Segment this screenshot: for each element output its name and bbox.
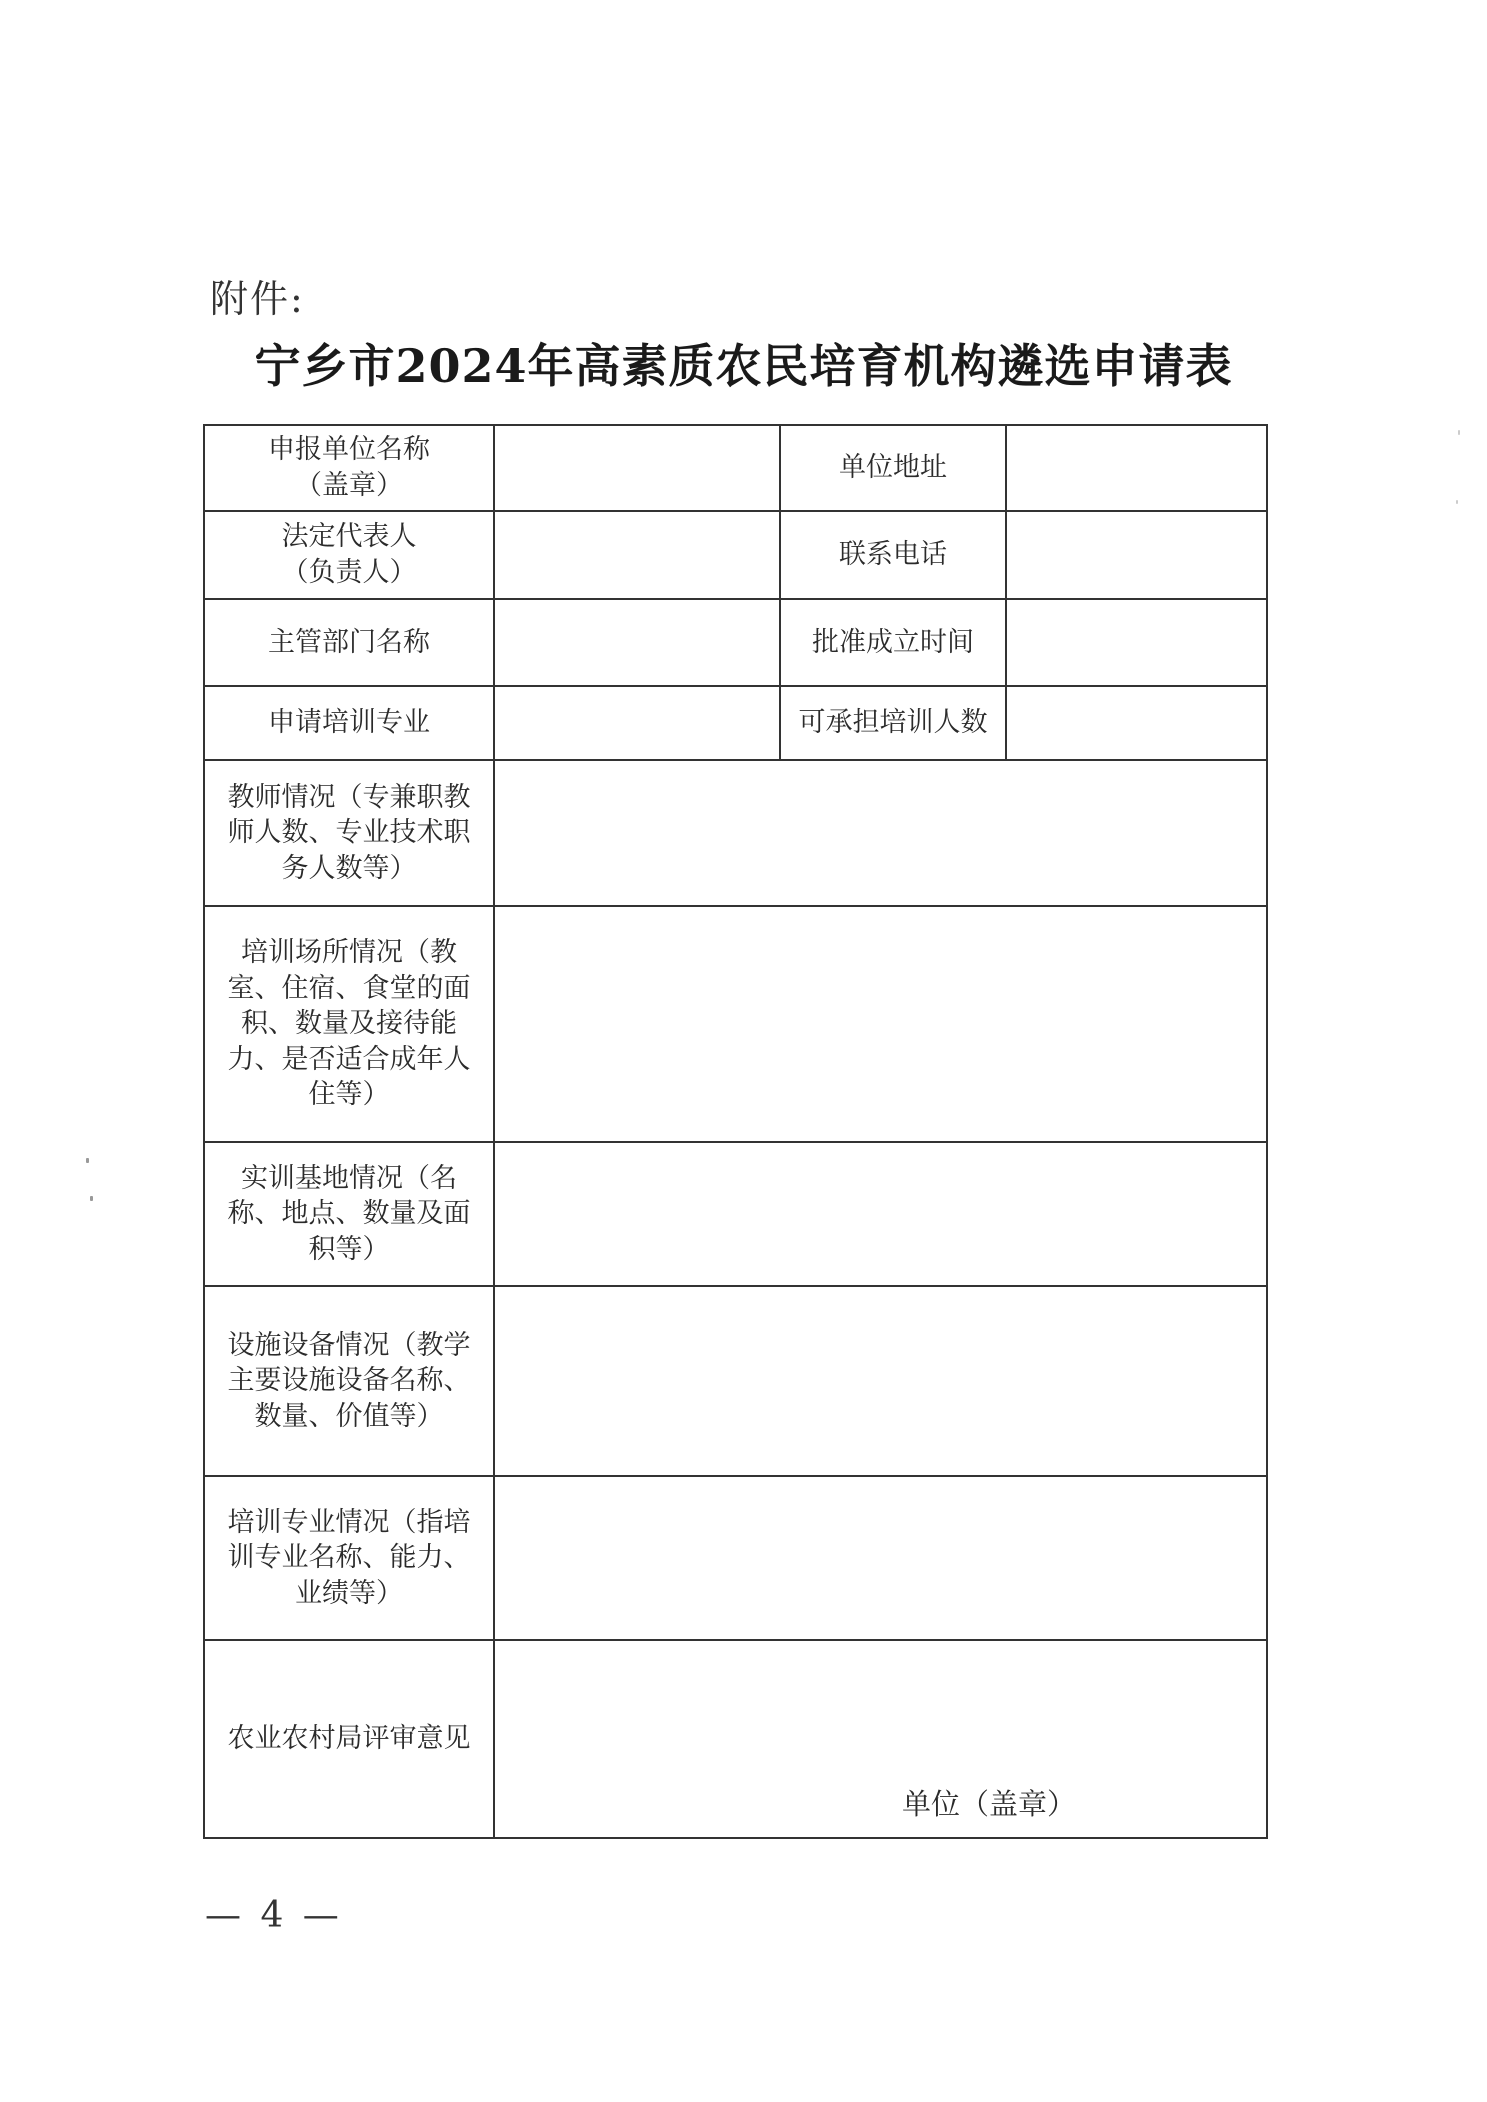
major-details-label: 培训专业情况（指培训专业名称、能力、业绩等） [204,1476,494,1640]
teachers-field[interactable] [494,760,1267,906]
unit-name-label [204,425,494,511]
review-field[interactable] [494,1640,1267,1838]
form-row-facilities [204,1286,1267,1476]
form-row-authority [204,599,1267,686]
venue-field[interactable] [494,906,1267,1142]
training-major-field[interactable] [494,686,780,760]
capacity-field[interactable] [1006,686,1267,760]
teachers-label: 教师情况（专兼职教师人数、专业技术职务人数等） [204,760,494,906]
facilities-field[interactable] [494,1286,1267,1476]
unit-name-field[interactable] [494,425,780,511]
venue-label: 培训场所情况（教室、住宿、食堂的面积、数量及接待能力、是否适合成年人住等） [204,906,494,1142]
page-number: — 4 — [205,1895,343,1936]
authority-field[interactable] [494,599,780,686]
scan-artifact [1458,430,1460,435]
application-form-table [203,424,1268,1839]
form-row-unit [204,425,1267,511]
attachment-label: 附件: [210,277,305,321]
legal-rep-label [204,511,494,599]
unit-address-label: 单位地址 [780,425,1006,511]
capacity-label: 可承担培训人数 [780,686,1006,760]
scan-artifact [90,1196,93,1201]
form-row-major-details [204,1476,1267,1640]
approval-date-label: 批准成立时间 [780,599,1006,686]
authority-label: 主管部门名称 [204,599,494,686]
form-row-legal-rep [204,511,1267,599]
legal-rep-label-line2: （负责人） [281,557,417,588]
legal-rep-field[interactable] [494,511,780,599]
approval-date-field[interactable] [1006,599,1267,686]
form-row-venue [204,906,1267,1142]
scan-artifact [1456,500,1458,504]
form-row-teachers [204,760,1267,906]
unit-address-field[interactable] [1006,425,1267,511]
form-row-review [204,1640,1267,1838]
page-title: 宁乡市2024年高素质农民培育机构遴选申请表 [254,339,1233,393]
contact-phone-field[interactable] [1006,511,1267,599]
practice-base-field[interactable] [494,1142,1267,1286]
training-major-label: 申请培训专业 [204,686,494,760]
form-row-practice-base [204,1142,1267,1286]
legal-rep-label-line1: 法定代表人 [281,521,417,553]
review-label: 农业农村局评审意见 [204,1640,494,1838]
major-details-field[interactable] [494,1476,1267,1640]
practice-base-label: 实训基地情况（名称、地点、数量及面积等） [204,1142,494,1286]
form-row-training-major [204,686,1267,760]
stamp-text: 单位（盖章） [901,1786,1076,1821]
contact-phone-label: 联系电话 [780,511,1006,599]
facilities-label: 设施设备情况（教学主要设施设备名称、数量、价值等） [204,1286,494,1476]
unit-name-label-line2: （盖章） [295,470,403,501]
scan-artifact [86,1158,89,1163]
unit-name-label-line1: 申报单位名称 [268,434,430,466]
